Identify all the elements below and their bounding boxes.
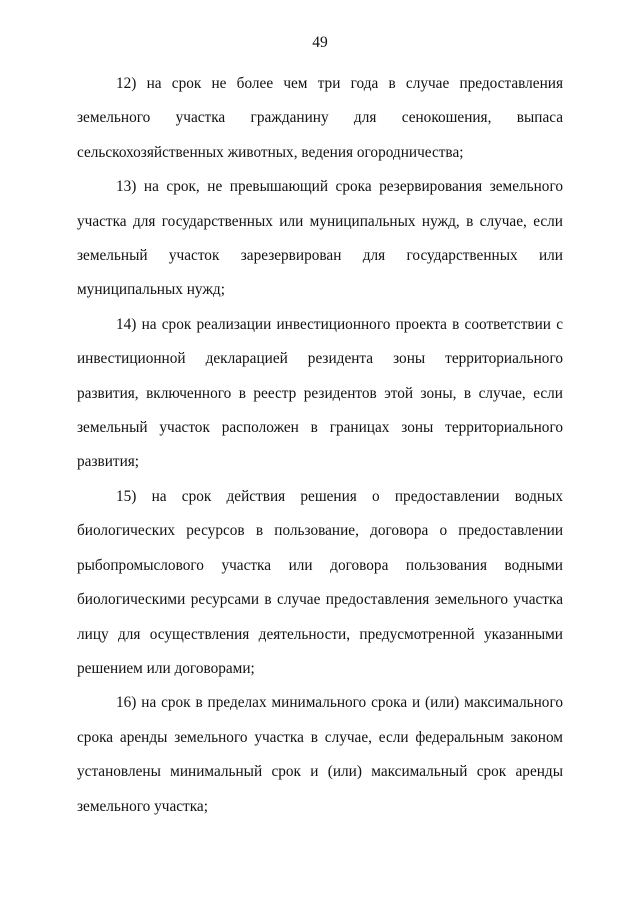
paragraph-item-12: 12) на срок не более чем три года в случае предоставления земельного участка гражданину для сенокошения, выпаса сельскохозяйственных животных, ведения огородничества;	[77, 75, 563, 161]
page-number: 49	[312, 34, 328, 51]
paragraph-item-14: 14) на срок реализации инвестиционного проекта в соответствии с инвестиционной декларацией резидента зоны территориального развития, включенного в реестр резидентов этой зоны, в случае, если земельный участок расположен в границах зоны территориального развития;	[77, 315, 563, 471]
paragraph-item-13: 13) на срок, не превышающий срока резервирования земельного участка для государственных или муниципальных нужд, в случае, если земельный участок зарезервирован для государственных или муниципальных нужд;	[77, 178, 563, 299]
paragraph-item-16: 16) на срок в пределах минимального срока и (или) максимального срока аренды земельного участка в случае, если федеральным законом установлены минимальный срок и (или) максимальный срок аренды земельного участка;	[77, 694, 563, 815]
document-body	[77, 67, 563, 824]
paragraph-item-15: 15) на срок действия решения о предоставлении водных биологических ресурсов в пользование, договора о предоставлении рыбопромыслового участка или договора пользования водными биологическими ресурсами в случае предоставления земельного участка лицу для осуществления деятельности, предусмотренной указанными решением или договорами;	[77, 487, 563, 677]
